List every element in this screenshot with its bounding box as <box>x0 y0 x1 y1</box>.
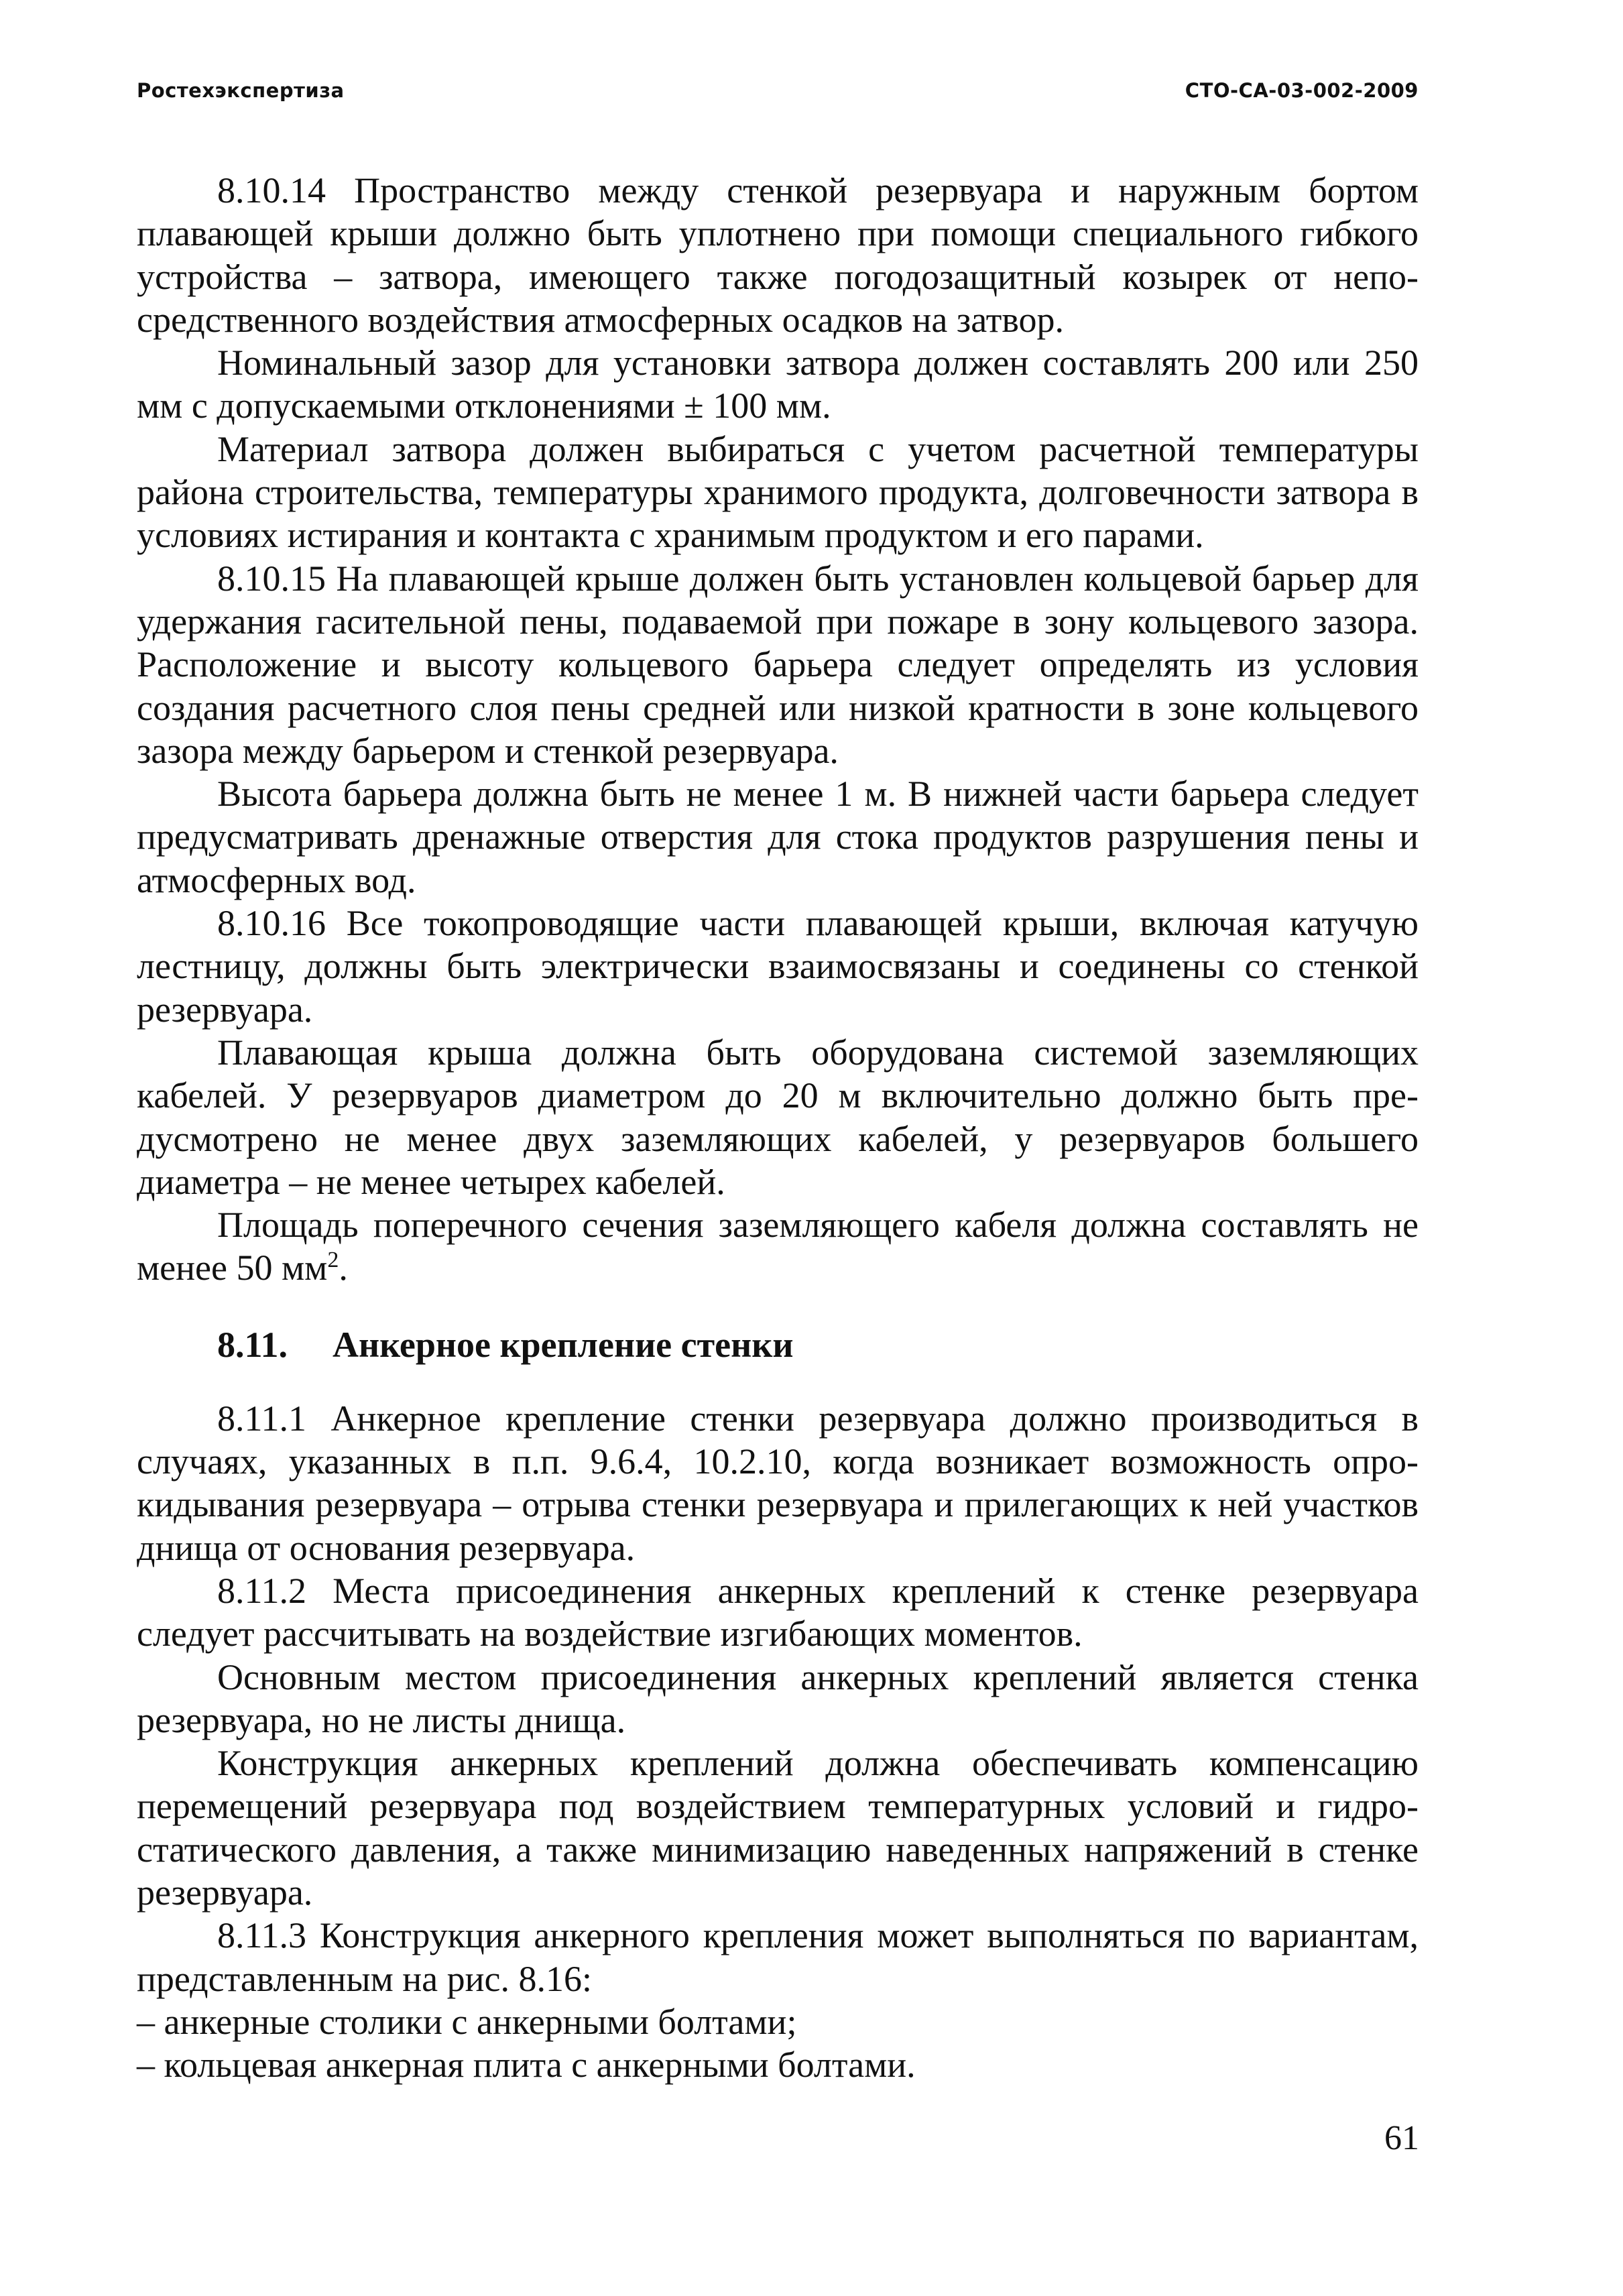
section-number: 8.11. <box>217 1324 288 1365</box>
paragraph: Номинальный зазор для установки затвора должен составлять 200 или 250 мм с допускаемыми отклонениями ± 100 мм. <box>137 343 1419 426</box>
superscript: 2 <box>327 1248 339 1273</box>
paragraph: Плавающая крыша должна быть оборудована системой заземляющих кабелей. У резервуаров диаметром до 20 м включительно должно быть предусмотрено не менее двух заземляющих кабелей, у резервуаров большего диаметра – не менее четырех кабелей. <box>137 1032 1419 1202</box>
paragraph: Конструкция анкерных креплений должна обеспечивать компенсацию перемещений резервуара под воздействием температурных условий и гидростатического давления, а также минимизацию наведенных напряжений в стенке резервуара. <box>137 1743 1419 1913</box>
header-standard-code: СТО-СА-03-002-2009 <box>1185 79 1419 102</box>
list-item: – анкерные столики с анкерными болтами; <box>137 2001 797 2042</box>
paragraph: 8.10.14 Пространство между стенкой резервуара и наружным бортом плавающей крыши должно быть уплотнено при помощи специального гибкого устройства – затвора, имеющего также погодозащитный козырек от непосредственного воздействия атмосферных осадков на затвор. <box>137 170 1419 340</box>
paragraph: 8.11.3 Конструкция анкерного крепления может выполняться по вариантам, представленным на рис. 8.16: <box>137 1915 1419 1999</box>
paragraph: Материал затвора должен выбираться с учетом расчетной температуры района строительства, температуры хранимого продукта, долговечности затвора в условиях истирания и контакта с хранимым продуктом и его парами. <box>137 428 1419 556</box>
running-header <box>137 79 1419 106</box>
paragraph: Основным местом присоединения анкерных креплений является стенка резервуара, но не листы днища. <box>137 1656 1419 1740</box>
paragraph-text: Площадь поперечного сечения заземляющего кабеля должна составлять не менее 50 мм <box>137 1205 1419 1288</box>
paragraph: 8.11.2 Места присоединения анкерных креплений к стенке резервуара следует рассчитывать на воздействие изгибающих моментов. <box>137 1570 1419 1654</box>
paragraph: 8.10.16 Все токопроводящие части плавающей крыши, включая катучую лестницу, должны быть электрически взаимосвязаны и соединены со стенкой резервуара. <box>137 903 1419 1030</box>
paragraph-tail: . <box>339 1248 348 1288</box>
header-organization: Ростехэкспертиза <box>137 79 345 102</box>
paragraph: 8.11.1 Анкерное крепление стенки резервуара должно производиться в случаях, указанных в п.п. 9.6.4, 10.2.10, когда возникает возможность опрокидывания резервуара – отрыва стенки резервуара и прилегающих к ней участков днища от основания резервуара. <box>137 1398 1419 1568</box>
paragraph: Высота барьера должна быть не менее 1 м. В нижней части барьера следует предусматривать дренажные отверстия для стока продуктов разрушения пены и атмосферных вод. <box>137 774 1419 900</box>
list-item: – кольцевая анкерная плита с анкерными болтами. <box>137 2045 916 2086</box>
section-title: Анкерное крепление стенки <box>333 1324 794 1365</box>
paragraph: 8.10.15 На плавающей крыше должен быть установлен кольцевой барьер для удержания гасительной пены, подаваемой при пожаре в зону кольцевого зазора. Расположение и высоту кольцевого барьера следует определять из условия создания расчетного слоя пены средней или низкой кратности в зоне кольцевого зазора между барьером и стенкой резервуара. <box>137 558 1419 771</box>
paragraph <box>137 1203 1419 1290</box>
section-heading <box>217 1323 1419 1366</box>
page-number: 61 <box>1384 2119 1419 2157</box>
body-text <box>137 169 1419 2086</box>
